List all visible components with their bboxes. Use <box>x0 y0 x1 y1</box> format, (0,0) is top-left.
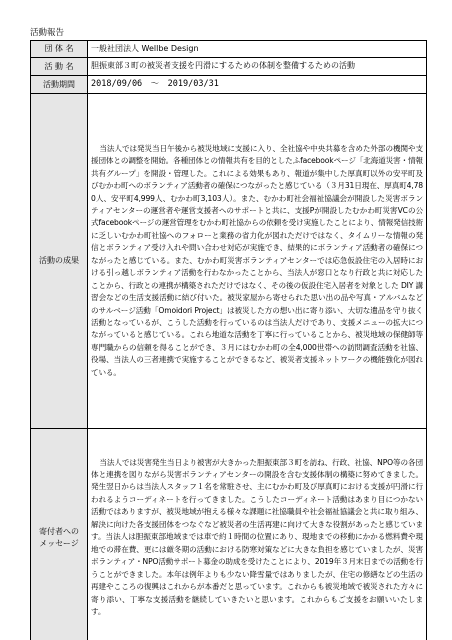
page-heading: 活動報告 <box>30 28 65 38</box>
activity-period-value: 2018/09/06 ～ 2019/03/31 <box>88 76 427 94</box>
donor-message-text: 当法人では災害発生当日より被害が大きかった胆振東部３町を訪ね、行政、社協、NPO等の各団体と連携を図りながら災害ボランティアセンターの開設を含む支援体制の構築に努めてきました。発生翌日からは当法人スタッフ１名を常駐させ、主にむかわ町及び厚真町における支援が円滑に行われるようコーディネートを行ってきました。こうしたコーディネート活動はあまり目につかない活動ではありますが、被災地域が抱える様々な課題に社協職員や社会福祉協議会と共に取り組み、解決に向けた各支援団体をつなぐなど被災者の生活再建に向けて大きな役割があったと感じています。当法人は胆振東部地域までは車で約１時間の位置にあり、現地までの移動にかかる燃料費や現地での滞在費、更には厳冬期の活動における防寒対策などに大きな負担を感じていましたが、災害ボランティア・NPO活動サポート募金の助成を受けたことにより、2019年３月末日までの活動を行うことができました。本年は例年よりも少ない降雪量ではありましたが、住宅の修繕などの生活の再建やこころの復興はこれからが本番だと思っています。これからも被災地域で被災された方々に寄り添い、丁寧な支援活動を継続していきたいと思います。これからもご支援をお願いいたします。 <box>88 429 427 640</box>
donor-message-label: 寄付者への メッセージ <box>31 429 88 640</box>
activity-period-label: 活動期間 <box>31 76 88 94</box>
organization-value: 一般社団法人 Wellbe Design <box>88 41 427 58</box>
activity-name-label: 活 動 名 <box>31 58 88 76</box>
report-table <box>30 40 427 640</box>
row-activity-period <box>31 76 427 94</box>
activity-name-value: 胆振東部３町の被災者支援を円滑にするための体制を整備するための活動 <box>88 58 427 76</box>
row-donor-message <box>31 429 427 640</box>
organization-label: 団 体 名 <box>31 41 88 58</box>
activity-results-label: 活動の成果 <box>31 94 88 429</box>
row-organization <box>31 41 427 58</box>
activity-results-text: 当法人では発災当日午後から被災地域に支援に入り、全社協や中央共募を含めた外部の機関や支援団体との調整を開始。各種団体との情報共有を目的としたふfacebookページ「北海道災害・情報共有グループ」を開設・管理した。これによる効果もあり、報道が集中した厚真町以外の安平町及びむかわ町へのボランティア活動者の確保につながったと感じている（３月31日現在、厚真町4,780人、安平町4,999人、むかわ町3,103人）。また、むかわ町社会福祉協議会が開設した災害ボランティアセンターの運営者や運営支援者へのサポートと共に、支援Pが開設したむかわ町災害VCの公式facebookページの運営管理をむかわ町社協からの依頼を受け実施したことにより、情報発信技術に乏しいむかわ町社協へのフォローと業務の省力化が図れただけではなく、タイムリーな情報の発信とボランティア受け入れや問い合わせ対応が実施でき、結果的にボランティア活動者の確保につながったと感じている。また、むかわ町災害ボランティアセンターでは応急仮設住宅の入居時における引っ越しボランティア活動を行わなかったことから、当法人が窓口となり行政と共に対応したことから、行政との連携が構築されただけではなく、その後の仮設住宅入居者を対象とした DIY 講習会などの生活支援活動に結び付いた。被災家屋から寄せられた思い出の品や写真・アルバムなどのサルベージ活動「Omoidori Project」は被災した方の想い出に寄り添い、大切な遺品を守り抜く活動となっているが、こうした活動を行っているのは当法人だけであり、支援メニューの拡大につながっていると感じている。これら地道な活動を丁寧に行っていることから、被災地域の保健師等専門職からの信頼を得ることができ、３月にはむかわ町の全4,000世帯への訪問調査活動を社協、役場、当法人の三者連携で実施することができるなど、被災者支援ネットワークの機能強化が図れている。 <box>88 94 427 429</box>
row-activity-name <box>31 58 427 76</box>
row-activity-results <box>31 94 427 429</box>
